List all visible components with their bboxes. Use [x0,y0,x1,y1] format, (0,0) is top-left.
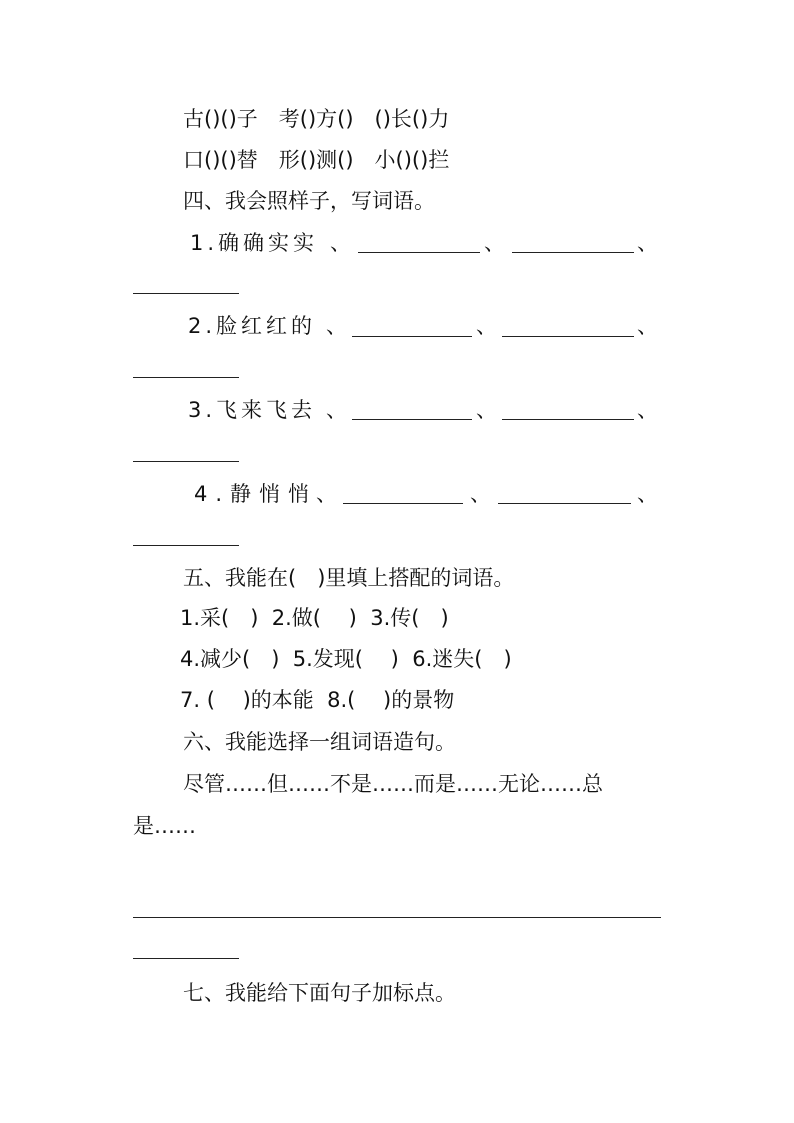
item-3-blank-3[interactable] [133,461,239,462]
item-2-sep-2: 、 [476,314,497,338]
item-4-blank-3[interactable] [133,545,239,546]
item-3-blank-2[interactable] [502,419,634,420]
section-7-heading: 七、我能给下面句子加标点。 [183,981,456,1005]
item-4-label: 4.静悄悄 [194,482,318,506]
collocation-row-2: 4.减少( ) 5.发现( ) 6.迷失( ) [180,647,512,671]
section-4-heading: 四、我会照样子，写词语。 [183,189,435,213]
item-4-sep-2: 、 [470,482,491,506]
item-3-sep-2: 、 [476,398,497,422]
fill-row-2: 口()()替 形()测() 小()()拦 [183,148,450,172]
item-3-blank-1[interactable] [352,419,472,420]
item-3-label: 3.飞来飞去 [188,398,317,422]
item-4-blank-2[interactable] [498,503,631,504]
item-4-sep-1: 、 [316,482,337,506]
word-group-line-2: 是…… [133,814,196,838]
item-1-sep-1: 、 [330,231,351,255]
sentence-blank-2[interactable] [133,958,239,959]
item-4-blank-1[interactable] [343,503,463,504]
item-2-blank-2[interactable] [502,336,634,337]
collocation-row-1: 1.采( ) 2.做( ) 3.传( ) [180,606,449,630]
sentence-blank-1[interactable] [133,917,661,918]
section-5-heading: 五、我能在( )里填上搭配的词语。 [183,566,515,590]
collocation-row-3: 7. ( )的本能 8.( )的景物 [180,688,455,712]
item-3-sep-3: 、 [637,398,658,422]
item-4-sep-3: 、 [637,482,658,506]
item-3-sep-1: 、 [326,398,347,422]
fill-row-1: 古()()子 考()方() ()长()力 [183,107,450,131]
item-2-sep-3: 、 [637,314,658,338]
item-2-blank-3[interactable] [133,377,239,378]
item-2-label: 2.脸红红的 [188,314,317,338]
item-1-blank-3[interactable] [133,293,239,294]
item-2-blank-1[interactable] [352,336,472,337]
item-1-label: 1.确确实实 [190,231,319,255]
item-1-blank-1[interactable] [358,252,480,253]
item-1-sep-3: 、 [637,231,658,255]
word-group-line-1: 尽管……但……不是……而是……无论……总 [183,772,603,796]
item-2-sep-1: 、 [326,314,347,338]
item-1-blank-2[interactable] [512,252,634,253]
section-6-heading: 六、我能选择一组词语造句。 [183,730,456,754]
item-1-sep-2: 、 [484,231,505,255]
